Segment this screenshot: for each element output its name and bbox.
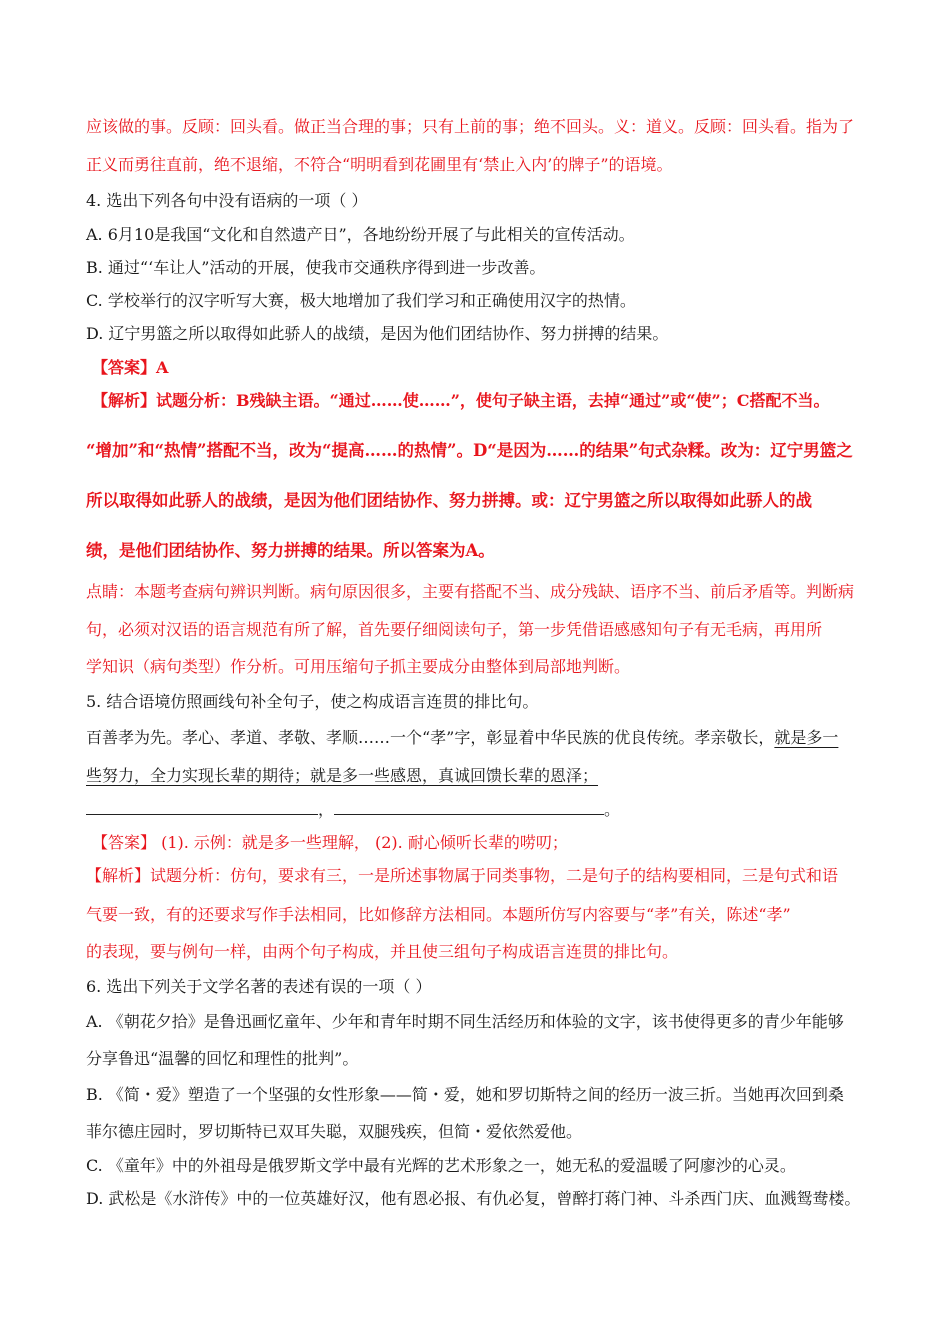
q5-underlined-sentence: 些努力，全力实现长辈的期待；就是多一些感恩，真诚回馈长辈的恩泽； bbox=[86, 766, 599, 785]
q5-underlined-sentence-start: 就是多一 bbox=[774, 728, 839, 747]
q5-passage-text: 百善孝为先。孝心、孝道、孝敬、孝顺……一个“孝”字，彰显着中华民族的优良传统。孝亲敬长， bbox=[86, 728, 775, 747]
q5-blank-2 bbox=[334, 800, 604, 815]
q4-option-d: D. 辽宁男篮之所以取得如此骄人的战绩，是因为他们团结协作、努力拼搏的结果。 bbox=[86, 324, 669, 343]
q5-answer-text: 【答案】 (1). 示例：就是多一些理解， (2). 耐心倾听长辈的唠叨； bbox=[92, 833, 568, 852]
q5-blank-end: 。 bbox=[604, 800, 621, 819]
q4-answer: 【答案】A bbox=[92, 358, 169, 377]
q5-analysis-line-3: 的表现，要与例句一样，由两个句子构成，并且使三组句子构成语言连贯的排比句。 bbox=[86, 942, 679, 961]
q4-stem: 4. 选出下列各句中没有语病的一项（ ） bbox=[86, 191, 368, 210]
q4-option-c: C. 学校举行的汉字听写大赛，极大地增加了我们学习和正确使用汉字的热情。 bbox=[86, 291, 636, 310]
q5-stem: 5. 结合语境仿照画线句补全句子，使之构成语言连贯的排比句。 bbox=[86, 692, 539, 711]
carry-over-line-1: 应该做的事。反顾：回头看。做正当合理的事；只有上前的事；绝不回头。义：道义。反顾：回头看。指为了 bbox=[86, 117, 855, 136]
q6-option-b-line-1: B. 《简・爱》塑造了一个坚强的女性形象——简・爱，她和罗切斯特之间的经历一波三折。当她再次回到桑 bbox=[86, 1085, 844, 1104]
q5-passage-line-1 bbox=[86, 728, 838, 748]
q4-note-line-2: 句，必须对汉语的语言规范有所了解，首先要仔细阅读句子，第一步凭借语感感知句子有无毛病，再用所 bbox=[86, 620, 823, 639]
q4-note-line-1: 点睛：本题考查病句辨识判断。病句原因很多，主要有搭配不当、成分残缺、语序不当、前后矛盾等。判断病 bbox=[86, 582, 855, 601]
q6-stem: 6. 选出下列关于文学名著的表述有误的一项（ ） bbox=[86, 977, 432, 996]
q6-option-a-line-2: 分享鲁迅“温馨的回忆和理性的批判”。 bbox=[86, 1049, 359, 1068]
q4-analysis-line-2: “增加”和“热情”搭配不当，改为“提高……的热情”。D“是因为……的结果”句式杂糅。改为：辽宁男篮之 bbox=[86, 441, 853, 460]
q6-option-b-line-2: 菲尔德庄园时，罗切斯特已双耳失聪，双腿残疾，但简・爱依然爱他。 bbox=[86, 1122, 583, 1141]
q6-option-c: C. 《童年》中的外祖母是俄罗斯文学中最有光辉的艺术形象之一，她无私的爱温暖了阿廖沙的心灵。 bbox=[86, 1156, 796, 1175]
q4-option-a: A. 6月10是我国“文化和自然遗产日”，各地纷纷开展了与此相关的宣传活动。 bbox=[86, 225, 635, 244]
q5-analysis-line-2: 气要一致，有的还要求写作手法相同，比如修辞方法相同。本题所仿写内容要与“孝”有关，陈述“孝” bbox=[86, 905, 791, 924]
q5-blank-1 bbox=[86, 800, 318, 815]
q6-option-d: D. 武松是《水浒传》中的一位英雄好汉，他有恩必报、有仇必复，曾醉打蒋门神、斗杀西门庆、血溅鸳鸯楼。 bbox=[86, 1189, 861, 1208]
q5-blanks bbox=[86, 800, 620, 820]
q4-analysis-line-1: 【解析】试题分析：B残缺主语。“通过……使……”，使句子缺主语，去掉“通过”或“使”；C搭配不当。 bbox=[92, 391, 830, 410]
q6-option-a-line-1: A. 《朝花夕拾》是鲁迅画忆童年、少年和青年时期不同生活经历和体验的文字，该书使得更多的青少年能够 bbox=[86, 1012, 844, 1031]
q5-analysis-line-1: 【解析】试题分析：仿句，要求有三，一是所述事物属于同类事物，二是句子的结构要相同，三是句式和语 bbox=[86, 866, 839, 885]
q4-analysis-line-3: 所以取得如此骄人的战绩，是因为他们团结协作、努力拼搏。或：辽宁男篮之所以取得如此骄人的战 bbox=[86, 491, 812, 510]
carry-over-line-2: 正义而勇往直前，绝不退缩，不符合“明明看到花圃里有‘禁止入内’的牌子”的语境。 bbox=[86, 155, 673, 174]
q4-option-b: B. 通过“‘车让人”活动的开展，使我市交通秩序得到进一步改善。 bbox=[86, 258, 546, 277]
q5-blank-separator: ， bbox=[318, 800, 335, 819]
q5-answer bbox=[86, 833, 568, 853]
q4-analysis-line-4: 绩，是他们团结协作、努力拼搏的结果。所以答案为A。 bbox=[86, 541, 495, 560]
q4-note-line-3: 学知识（病句类型）作分析。可用压缩句子抓主要成分由整体到局部地判断。 bbox=[86, 657, 631, 676]
